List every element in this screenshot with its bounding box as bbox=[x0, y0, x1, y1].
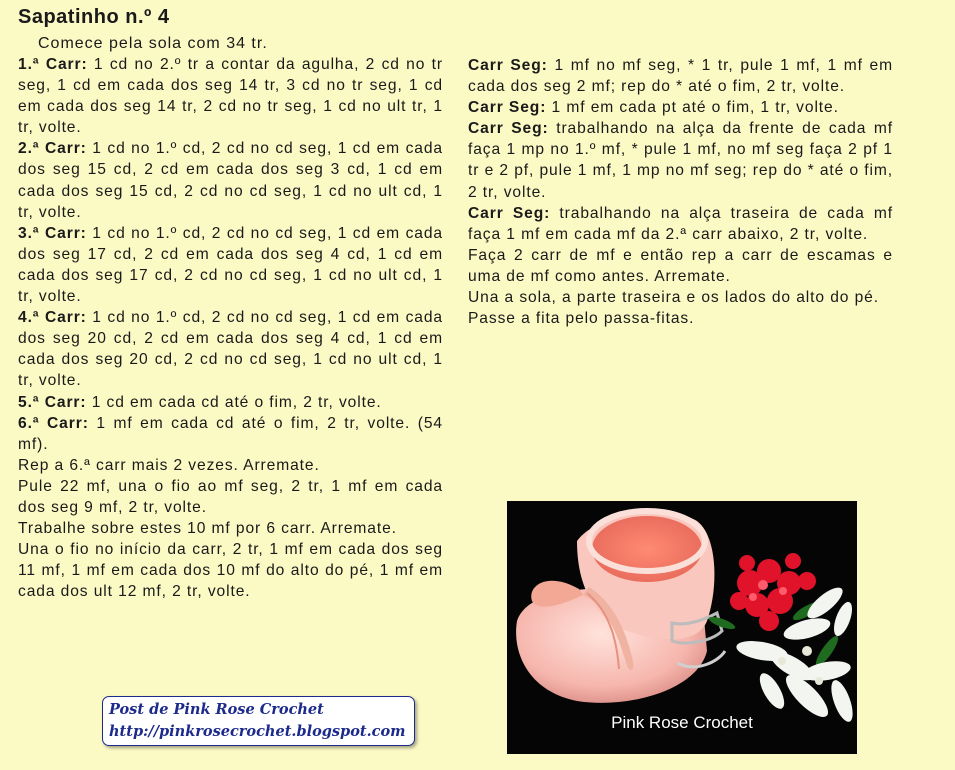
instruction-text: Faça 2 carr de mf e então rep a carr de escamas e uma de mf como antes. Arremate. bbox=[468, 246, 893, 285]
row-label: 4.ª Carr: bbox=[18, 309, 87, 327]
instructions-right-column bbox=[468, 55, 893, 329]
instruction-paragraph bbox=[468, 203, 893, 245]
instruction-paragraph bbox=[18, 392, 443, 413]
instruction-paragraph bbox=[18, 476, 443, 518]
instruction-text: trabalhando na alça da frente de cada mf faça 1 mp no 1.º mf, * pule 1 mf, no mf seg faça 2 pf 1 tr e 2 pf, pule 1 mf, 1 mp no mf seg; rep do * até o fim, 2 tr, volte. bbox=[468, 120, 893, 201]
instruction-paragraph bbox=[18, 138, 443, 222]
credit-line: Post de Pink Rose Crochet bbox=[109, 701, 324, 718]
instruction-text: trabalhando na alça traseira de cada mf faça 1 mf em cada mf da 2.ª carr abaixo, 2 tr, volte. bbox=[468, 204, 893, 243]
instruction-text: 1 mf no mf seg, * 1 tr, pule 1 mf, 1 mf em cada dos seg 2 mf; rep do * até o fim, 2 tr, volte. bbox=[468, 57, 893, 96]
bootie-photo bbox=[507, 501, 857, 754]
instruction-paragraph bbox=[468, 245, 893, 287]
pattern-title: Sapatinho n.º 4 bbox=[18, 6, 170, 28]
instruction-text: Trabalhe sobre estes 10 mf por 6 carr. Arremate. bbox=[18, 520, 397, 538]
instruction-text: 1 cd no 2.º tr a contar da agulha, 2 cd no tr seg, 1 cd em cada dos seg 14 tr, 3 cd no tr seg, 1 cd em cada dos seg 14 tr, 2 cd no tr seg, 1 cd no ult tr, 1 tr, volte. bbox=[18, 56, 443, 137]
instruction-text: 1 cd no 1.º cd, 2 cd no cd seg, 1 cd em cada dos seg 20 cd, 2 cd em cada dos seg 4 cd, 1 cd em cada dos seg 20 cd, 2 cd no cd seg, 1 cd no ult cd, 1 tr, volte. bbox=[18, 309, 443, 390]
instruction-text: 1 cd em cada cd até o fim, 2 tr, volte. bbox=[86, 393, 382, 411]
instruction-text: Passe a fita pelo passa-fitas. bbox=[468, 310, 695, 328]
row-label: 6.ª Carr: bbox=[18, 414, 89, 432]
row-label: 5.ª Carr: bbox=[18, 393, 87, 411]
blog-link[interactable]: http://pinkrosecrochet.blogspot.com bbox=[109, 723, 406, 740]
row-label: Carr Seg: bbox=[468, 57, 548, 74]
instruction-text: Una a sola, a parte traseira e os lados do alto do pé. bbox=[468, 289, 879, 307]
instruction-text: Rep a 6.ª carr mais 2 vezes. Arremate. bbox=[18, 456, 320, 474]
row-label: Carr Seg: bbox=[468, 204, 551, 222]
instruction-paragraph bbox=[18, 223, 443, 307]
instruction-text: Pule 22 mf, una o fio ao mf seg, 2 tr, 1 mf em cada dos seg 9 mf, 2 tr, volte. bbox=[18, 477, 443, 516]
instruction-text: 1 mf em cada cd até o fim, 2 tr, volte. (54 mf). bbox=[18, 414, 443, 453]
instruction-paragraph bbox=[18, 307, 443, 391]
instruction-text: 1 mf em cada pt até o fim, 1 tr, volte. bbox=[546, 99, 839, 117]
instructions-left-column bbox=[18, 54, 443, 602]
instruction-paragraph bbox=[18, 54, 443, 138]
row-label: Carr Seg: bbox=[468, 99, 547, 117]
row-label: Carr Seg: bbox=[468, 120, 549, 138]
instruction-paragraph bbox=[18, 413, 443, 455]
instruction-paragraph bbox=[468, 308, 893, 329]
instruction-paragraph bbox=[18, 518, 443, 539]
row-label: 1.ª Carr: bbox=[18, 56, 88, 73]
instruction-paragraph bbox=[468, 97, 893, 118]
credit-box bbox=[102, 696, 415, 746]
row-label: 3.ª Carr: bbox=[18, 224, 87, 242]
instruction-text: Una o fio no início da carr, 2 tr, 1 mf em cada dos seg 11 mf, 1 mf em cada dos 10 mf do alto do pé, 1 mf em cada dos ult 12 mf, 2 tr, volte. bbox=[18, 541, 443, 601]
instruction-text: 1 cd no 1.º cd, 2 cd no cd seg, 1 cd em cada dos seg 17 cd, 2 cd em cada dos seg 4 cd, 1 cd em cada dos seg 17 cd, 2 cd no cd seg, 1 cd no ult cd, 1 tr, volte. bbox=[18, 224, 443, 306]
photo-watermark: Pink Rose Crochet bbox=[611, 713, 753, 732]
instruction-text: 1 cd no 1.º cd, 2 cd no cd seg, 1 cd em cada dos seg 15 cd, 2 cd em cada dos seg 3 cd, 1 cd em cada dos seg 15 cd, 2 cd no cd seg, 1 cd no ult cd, 1 tr, volte. bbox=[18, 140, 443, 221]
instruction-paragraph bbox=[468, 287, 893, 308]
instruction-paragraph bbox=[18, 455, 443, 476]
instruction-paragraph bbox=[468, 118, 893, 202]
instruction-paragraph bbox=[468, 55, 893, 97]
pattern-intro: Comece pela sola com 34 tr. bbox=[38, 35, 268, 52]
instruction-paragraph bbox=[18, 539, 443, 602]
row-label: 2.ª Carr: bbox=[18, 140, 87, 158]
